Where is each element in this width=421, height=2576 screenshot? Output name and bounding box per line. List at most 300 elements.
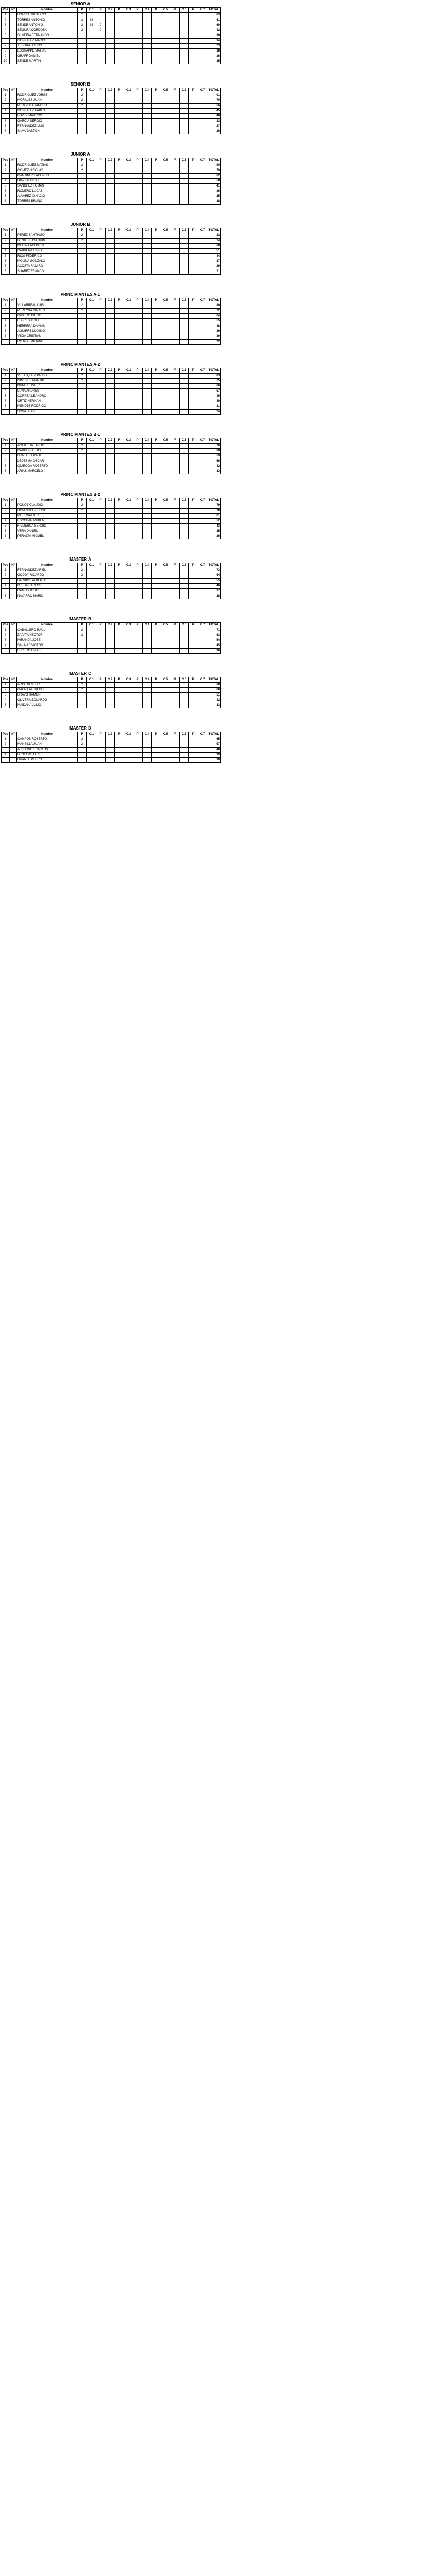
row-score <box>198 54 207 59</box>
row-score <box>161 529 170 534</box>
row-score <box>106 309 115 314</box>
row-score <box>180 329 189 334</box>
header-row <box>2 438 221 444</box>
row-score <box>106 98 115 104</box>
row-pos: 2 <box>2 573 10 579</box>
header-col: P <box>96 158 106 163</box>
row-score <box>198 374 207 379</box>
table-row <box>2 594 221 599</box>
row-score <box>180 703 189 708</box>
row-score <box>124 168 133 174</box>
row-score <box>133 98 143 104</box>
header-col: C.6 <box>180 498 189 503</box>
row-name: OJEDA CARLOS <box>17 584 78 589</box>
row-score <box>87 59 96 64</box>
row-score <box>180 568 189 573</box>
header-col: C.6 <box>180 677 189 683</box>
row-score <box>133 444 143 449</box>
row-total: 57 <box>207 389 221 394</box>
row-score <box>198 399 207 404</box>
row-score <box>161 649 170 654</box>
table-row <box>2 303 221 309</box>
row-pos: 1 <box>2 568 10 573</box>
row-score <box>189 54 198 59</box>
row-pos: 3 <box>2 104 10 109</box>
row-score <box>115 163 124 168</box>
row-name: MANSILLA JUAN <box>17 742 78 748</box>
row-score <box>87 39 96 44</box>
header-col: P <box>170 498 180 503</box>
header-pos: Pos <box>2 228 10 233</box>
header-col: P <box>115 88 124 93</box>
row-pos: 3 <box>2 314 10 319</box>
header-total: TOTAL <box>207 8 221 13</box>
row-total: 38 <box>207 33 221 39</box>
row-score <box>161 628 170 633</box>
row-score <box>152 18 161 23</box>
row-num <box>10 49 17 54</box>
row-pos: 5 <box>2 184 10 189</box>
row-score <box>143 244 152 249</box>
row-score <box>161 379 170 384</box>
row-num <box>10 410 17 415</box>
row-score <box>115 54 124 59</box>
row-name: VEGA CRISTIAN <box>17 334 78 340</box>
row-num <box>10 737 17 742</box>
row-total: 33 <box>207 703 221 708</box>
row-num <box>10 44 17 49</box>
row-score <box>180 683 189 688</box>
row-pos: 7 <box>2 124 10 129</box>
row-total: 66 <box>207 384 221 389</box>
row-pos: 4 <box>2 389 10 394</box>
row-score <box>124 319 133 324</box>
row-score <box>115 13 124 18</box>
row-pos: 6 <box>2 329 10 334</box>
row-score <box>133 28 143 33</box>
row-score <box>106 374 115 379</box>
table-row <box>2 758 221 763</box>
row-score <box>152 199 161 205</box>
row-score <box>143 340 152 345</box>
header-col: P <box>170 438 180 444</box>
row-total: 91 <box>207 93 221 98</box>
row-score <box>115 254 124 259</box>
results-table <box>1 438 221 474</box>
header-col: P <box>78 368 87 374</box>
row-score <box>124 568 133 573</box>
row-score <box>161 18 170 23</box>
row-score <box>115 753 124 758</box>
row-name: DUARTE PEDRO <box>17 758 78 763</box>
row-score <box>189 524 198 529</box>
row-name: RODRIGUEZ JORGE <box>17 93 78 98</box>
row-score <box>115 44 124 49</box>
row-score <box>106 459 115 464</box>
row-total: 34 <box>207 39 221 44</box>
row-score <box>106 643 115 649</box>
row-name: GODOY RICARDO <box>17 573 78 579</box>
row-score <box>180 303 189 309</box>
row-num <box>10 179 17 184</box>
table-row <box>2 389 221 394</box>
row-score <box>96 584 106 589</box>
header-col: C.5 <box>161 677 170 683</box>
row-score <box>124 93 133 98</box>
row-score <box>133 244 143 249</box>
table-row <box>2 239 221 244</box>
row-score <box>115 124 124 129</box>
row-score: 16 <box>87 23 96 28</box>
row-score <box>106 394 115 399</box>
header-col: P <box>133 158 143 163</box>
row-score <box>87 703 96 708</box>
row-score <box>133 179 143 184</box>
row-score <box>161 179 170 184</box>
row-name: RIOS FEDERICO <box>17 254 78 259</box>
row-score <box>198 340 207 345</box>
row-score <box>124 249 133 254</box>
header-name: Nombre <box>17 498 78 503</box>
row-score <box>106 529 115 534</box>
row-score <box>106 194 115 199</box>
header-col: C.6 <box>180 732 189 737</box>
row-total: 76 <box>207 444 221 449</box>
row-score <box>143 514 152 519</box>
header-col: P <box>115 298 124 303</box>
row-total: 65 <box>207 737 221 742</box>
row-score <box>161 340 170 345</box>
row-score <box>115 444 124 449</box>
row-score <box>87 633 96 638</box>
row-score <box>133 114 143 119</box>
row-score <box>152 449 161 454</box>
row-score <box>161 254 170 259</box>
row-score <box>96 104 106 109</box>
row-score <box>152 314 161 319</box>
row-pos: 4 <box>2 584 10 589</box>
row-score <box>198 174 207 179</box>
row-score <box>198 189 207 194</box>
row-score <box>106 509 115 514</box>
row-pos: 5 <box>2 703 10 708</box>
row-score <box>106 340 115 345</box>
row-score <box>152 254 161 259</box>
row-score <box>87 114 96 119</box>
row-score <box>189 104 198 109</box>
row-score <box>96 98 106 104</box>
row-total: 60 <box>207 244 221 249</box>
table-row <box>2 469 221 474</box>
header-col: C.4 <box>143 438 152 444</box>
row-score <box>170 683 180 688</box>
row-name: PAEZ WALTER <box>17 514 78 519</box>
row-score <box>115 114 124 119</box>
row-score <box>115 18 124 23</box>
row-score <box>180 394 189 399</box>
row-score <box>189 698 198 703</box>
row-score <box>124 628 133 633</box>
row-score <box>78 394 87 399</box>
row-num <box>10 703 17 708</box>
row-score <box>143 688 152 693</box>
row-score <box>87 444 96 449</box>
row-score <box>152 519 161 524</box>
row-score <box>96 524 106 529</box>
row-name: ACOSTA RAMIRO <box>17 264 78 269</box>
row-score <box>180 124 189 129</box>
row-score <box>87 519 96 524</box>
category-section <box>1 292 419 346</box>
row-score <box>189 194 198 199</box>
row-pos: 5 <box>2 524 10 529</box>
row-score <box>170 524 180 529</box>
row-score <box>152 163 161 168</box>
table-row <box>2 264 221 269</box>
row-num <box>10 514 17 519</box>
row-score <box>161 753 170 758</box>
row-score <box>161 519 170 524</box>
row-score <box>106 254 115 259</box>
row-score <box>152 184 161 189</box>
row-pos: 2 <box>2 742 10 748</box>
table-row <box>2 374 221 379</box>
row-score <box>78 54 87 59</box>
row-score <box>170 334 180 340</box>
row-score <box>143 758 152 763</box>
row-pos: 8 <box>2 340 10 345</box>
row-score <box>161 269 170 275</box>
row-score <box>143 39 152 44</box>
row-score <box>170 119 180 124</box>
row-score <box>96 44 106 49</box>
row-score <box>180 384 189 389</box>
row-score <box>115 109 124 114</box>
row-score <box>96 18 106 23</box>
row-score <box>170 389 180 394</box>
row-score <box>124 303 133 309</box>
row-score <box>152 394 161 399</box>
row-score <box>180 244 189 249</box>
row-score <box>115 129 124 134</box>
row-score <box>170 464 180 469</box>
row-score <box>115 259 124 264</box>
table-row <box>2 168 221 174</box>
row-score <box>170 194 180 199</box>
row-score <box>143 469 152 474</box>
category-section <box>1 1 419 66</box>
row-score <box>189 568 198 573</box>
row-num <box>10 254 17 259</box>
row-score <box>106 168 115 174</box>
table-row <box>2 579 221 584</box>
row-score <box>133 584 143 589</box>
row-total: 30 <box>207 758 221 763</box>
row-score <box>115 119 124 124</box>
row-pos: 3 <box>2 579 10 584</box>
row-score <box>170 114 180 119</box>
row-total: 21 <box>207 269 221 275</box>
row-name: LEDESMA OSCAR <box>17 459 78 464</box>
row-total: 79 <box>207 503 221 509</box>
header-name: Nombre <box>17 732 78 737</box>
row-score <box>198 394 207 399</box>
row-score <box>106 748 115 753</box>
table-row <box>2 309 221 314</box>
row-score <box>96 239 106 244</box>
row-score <box>161 568 170 573</box>
row-score <box>87 104 96 109</box>
row-score <box>170 163 180 168</box>
row-score <box>143 163 152 168</box>
row-score <box>161 464 170 469</box>
row-score: 2 <box>78 742 87 748</box>
header-col: C.5 <box>161 732 170 737</box>
table-row <box>2 628 221 633</box>
row-name: GRAFF DANIEL <box>17 54 78 59</box>
row-score <box>87 334 96 340</box>
header-col: P <box>170 623 180 628</box>
row-total: 62 <box>207 174 221 179</box>
table-row <box>2 399 221 404</box>
row-total: 36 <box>207 189 221 194</box>
row-score <box>170 534 180 539</box>
row-score <box>143 13 152 18</box>
row-score <box>78 124 87 129</box>
row-total: 48 <box>207 748 221 753</box>
results-table <box>1 228 221 275</box>
row-total: 24 <box>207 410 221 415</box>
row-score <box>143 49 152 54</box>
row-score <box>161 119 170 124</box>
row-name: ORTIZ HERNAN <box>17 399 78 404</box>
row-score <box>152 573 161 579</box>
row-score <box>106 314 115 319</box>
table-row <box>2 104 221 109</box>
row-total: 42 <box>207 464 221 469</box>
row-score <box>133 104 143 109</box>
header-total: TOTAL <box>207 368 221 374</box>
row-score <box>96 638 106 643</box>
row-score <box>115 594 124 599</box>
row-score <box>180 503 189 509</box>
category-title: MASTER B <box>69 617 91 621</box>
row-score <box>133 309 143 314</box>
table-row <box>2 319 221 324</box>
row-score <box>78 334 87 340</box>
row-score <box>96 194 106 199</box>
row-score <box>189 233 198 239</box>
row-score <box>78 529 87 534</box>
row-pos: 5 <box>2 324 10 329</box>
row-score <box>152 98 161 104</box>
row-score <box>133 519 143 524</box>
header-total: TOTAL <box>207 732 221 737</box>
row-num <box>10 509 17 514</box>
row-score <box>189 688 198 693</box>
row-total: 64 <box>207 314 221 319</box>
row-score <box>143 742 152 748</box>
table-row <box>2 748 221 753</box>
row-score <box>78 698 87 703</box>
row-num <box>10 399 17 404</box>
row-score <box>115 23 124 28</box>
row-score <box>198 93 207 98</box>
row-score <box>133 324 143 329</box>
row-score <box>180 18 189 23</box>
row-score <box>106 13 115 18</box>
row-total: 26 <box>207 534 221 539</box>
row-score <box>170 109 180 114</box>
header-col: C.7 <box>198 228 207 233</box>
row-score <box>198 742 207 748</box>
row-score <box>96 233 106 239</box>
row-score <box>143 698 152 703</box>
row-score <box>87 199 96 205</box>
row-score <box>198 233 207 239</box>
row-num <box>10 314 17 319</box>
row-score <box>87 742 96 748</box>
row-score <box>133 379 143 384</box>
row-num <box>10 698 17 703</box>
row-score <box>115 638 124 643</box>
row-score <box>152 404 161 410</box>
table-row <box>2 519 221 524</box>
row-score <box>198 244 207 249</box>
row-score <box>170 649 180 654</box>
row-score <box>96 303 106 309</box>
row-score <box>115 379 124 384</box>
header-col: C.3 <box>124 677 133 683</box>
row-pos: 5 <box>2 394 10 399</box>
row-score <box>133 189 143 194</box>
row-score <box>161 584 170 589</box>
category-title: SENIOR A <box>70 2 91 6</box>
row-score <box>170 503 180 509</box>
table-row <box>2 693 221 698</box>
row-score <box>180 309 189 314</box>
row-score <box>106 114 115 119</box>
row-total: 51 <box>207 693 221 698</box>
category-section <box>1 492 419 541</box>
row-score <box>106 233 115 239</box>
row-num <box>10 329 17 334</box>
row-score <box>106 269 115 275</box>
header-name: Nombre <box>17 8 78 13</box>
row-score <box>115 239 124 244</box>
row-score <box>180 319 189 324</box>
header-col: P <box>189 563 198 568</box>
row-score <box>180 579 189 584</box>
row-score <box>115 584 124 589</box>
row-score <box>106 259 115 264</box>
header-pos: Pos <box>2 677 10 683</box>
row-score <box>152 109 161 114</box>
table-row <box>2 633 221 638</box>
row-score <box>143 534 152 539</box>
row-name: BENEGAS LUIS <box>17 753 78 758</box>
header-col: C.4 <box>143 677 152 683</box>
row-score <box>189 199 198 205</box>
row-score <box>198 579 207 584</box>
row-score <box>96 693 106 698</box>
row-pos: 6 <box>2 469 10 474</box>
row-score <box>106 124 115 129</box>
row-score <box>189 748 198 753</box>
header-col: C.2 <box>106 677 115 683</box>
table-row <box>2 340 221 345</box>
row-pos: 3 <box>2 454 10 459</box>
